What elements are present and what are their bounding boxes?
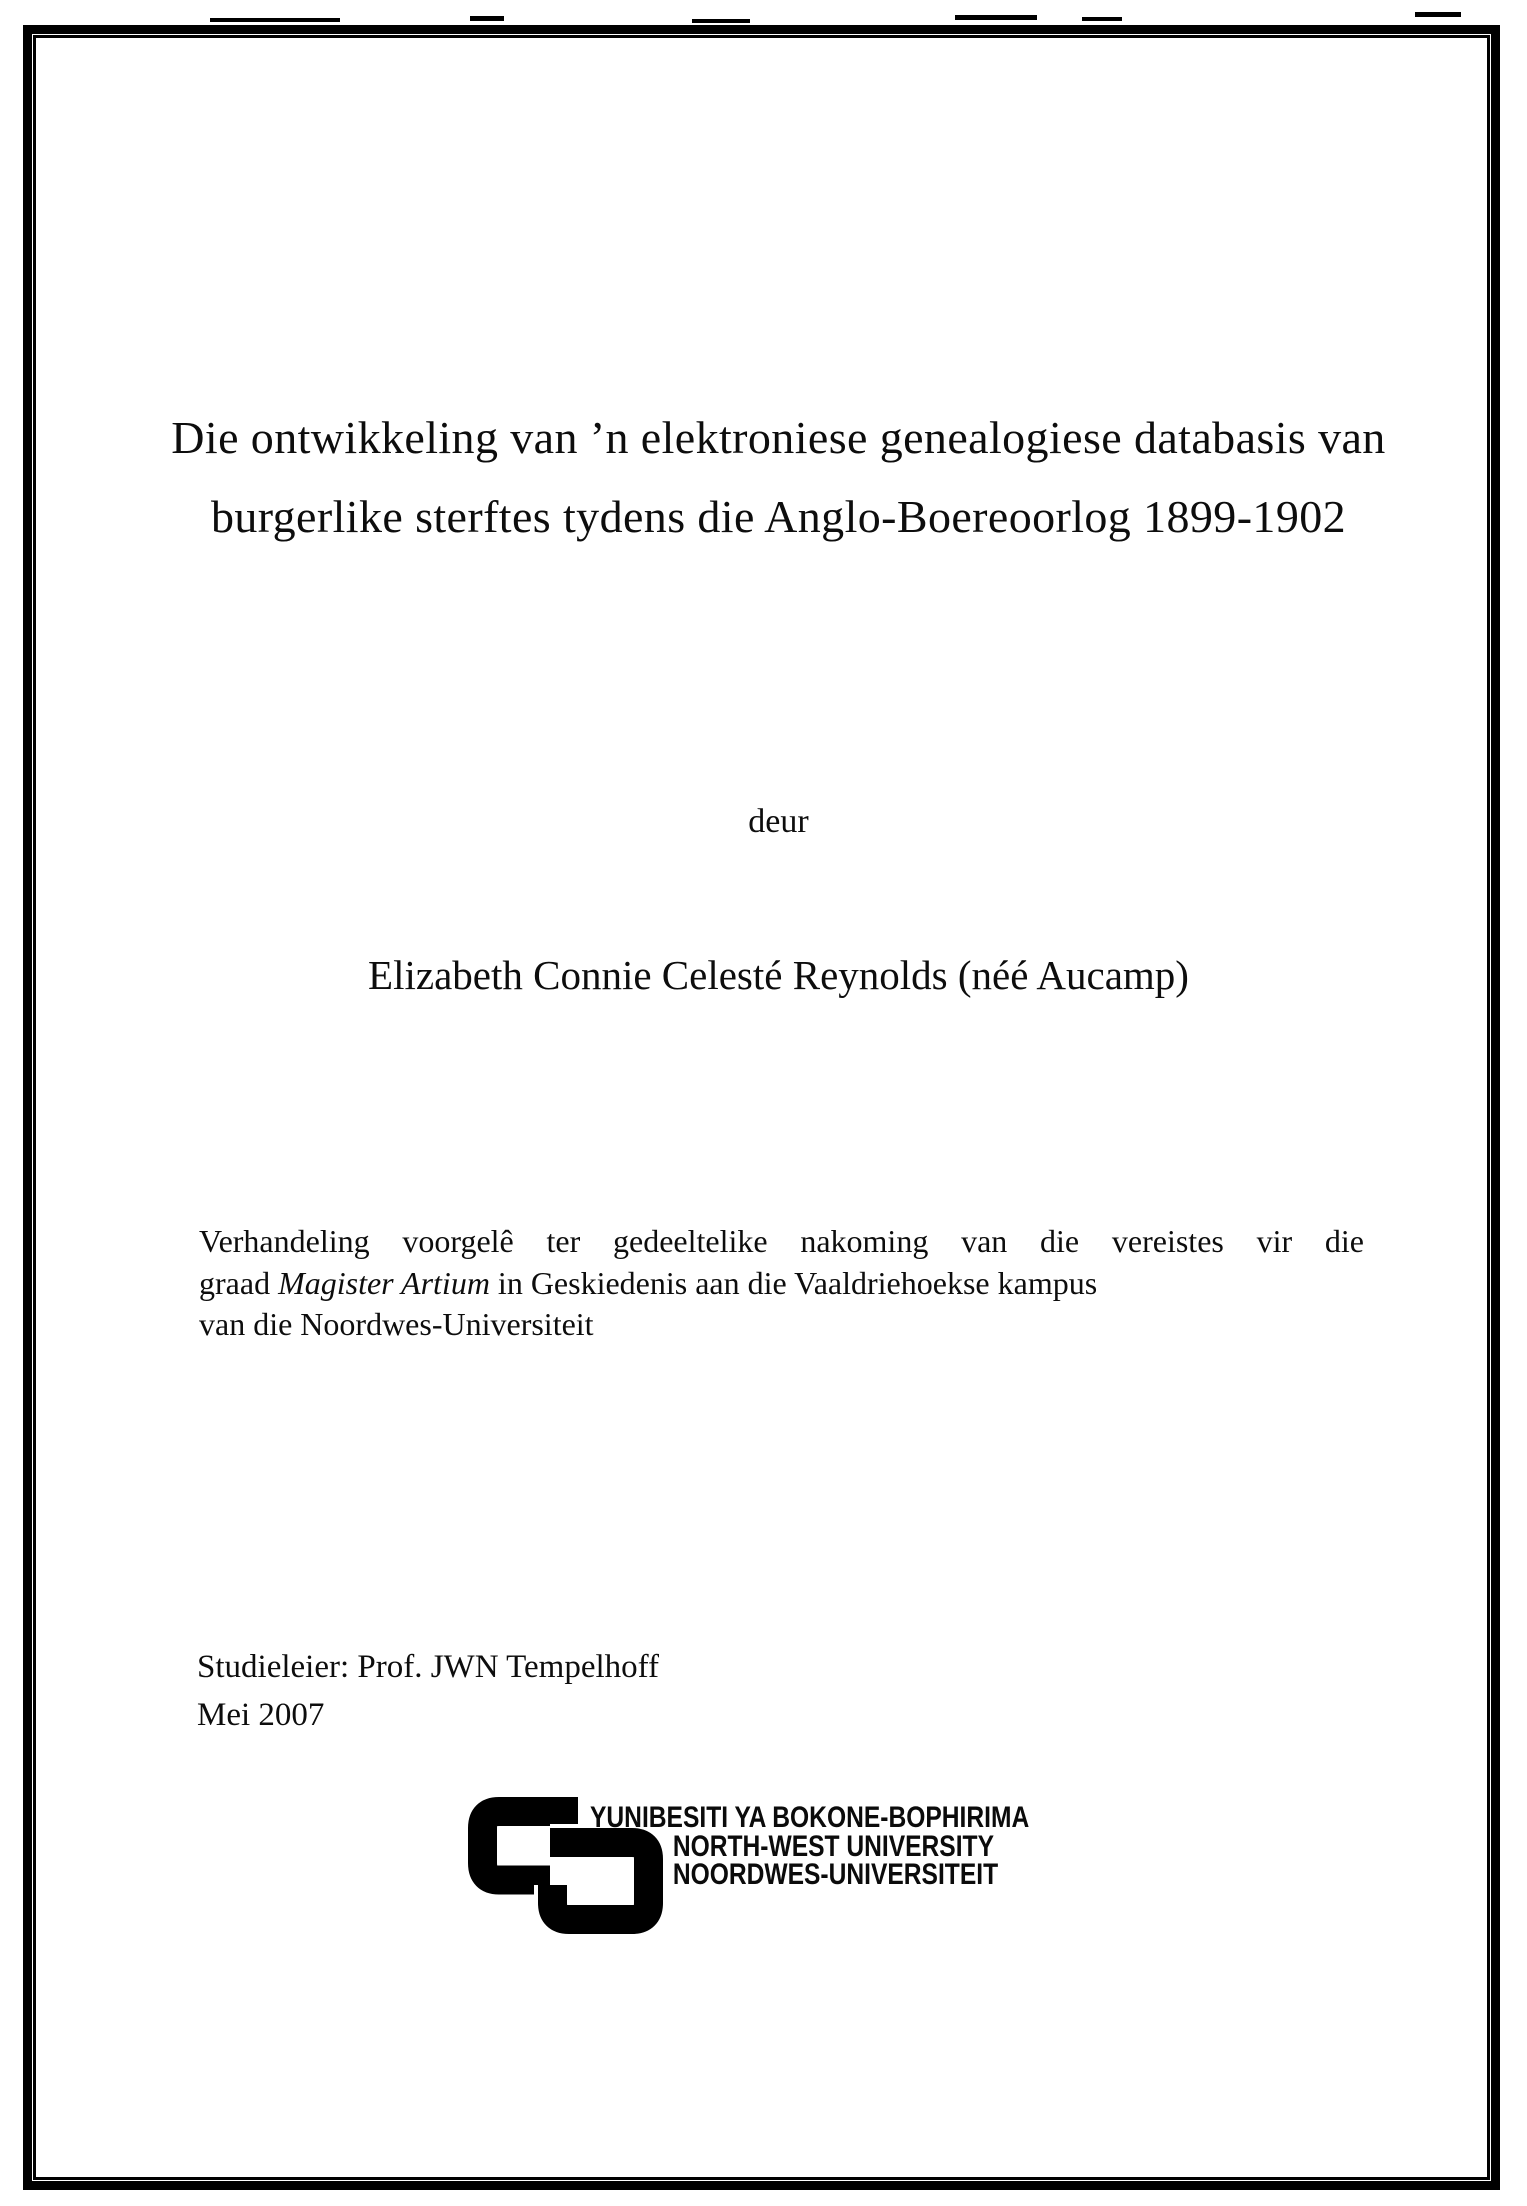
submission-statement <box>199 1221 1364 1346</box>
byline-label: deur <box>748 803 809 840</box>
scan-artifact <box>1415 12 1461 17</box>
logo-line-afrikaans: NOORDWES-UNIVERSITEIT <box>672 1858 999 1891</box>
logo-line-setswana: YUNIBESITI YA BOKONE-BOPHIRIMA <box>590 1801 1030 1834</box>
scan-artifact <box>210 18 340 22</box>
university-logo-text <box>590 1801 1030 1891</box>
submission-statement-line1: Verhandeling voorgelê ter gedeeltelike nakoming van die vereistes vir die <box>199 1223 1364 1259</box>
statement-line2-prefix: graad <box>199 1264 279 1301</box>
submission-statement-line2 <box>199 1263 1364 1305</box>
scan-artifact <box>470 16 504 21</box>
scan-artifact <box>1082 17 1122 21</box>
statement-line2-suffix: in Geskiedenis aan die Vaaldriehoekse kampus <box>489 1264 1098 1301</box>
scan-artifact <box>955 15 1037 20</box>
thesis-title-line1: Die ontwikkeling van ’n elektroniese genealogiese databasis van <box>171 412 1386 463</box>
date-line: Mei 2007 <box>197 1697 325 1733</box>
author-name: Elizabeth Connie Celesté Reynolds (néé Aucamp) <box>368 952 1189 998</box>
thesis-title-line2: burgerlike sterftes tydens die Anglo-Boereoorlog 1899-1902 <box>210 491 1347 542</box>
degree-name: Magister Artium <box>278 1264 490 1301</box>
scan-artifact <box>692 19 750 23</box>
logo-line-english: NORTH-WEST UNIVERSITY <box>672 1829 994 1863</box>
thesis-title <box>30 398 1527 556</box>
supervisor-block <box>197 1643 659 1739</box>
submission-statement-line3: van die Noordwes-Universiteit <box>199 1306 594 1342</box>
supervisor-line: Studieleier: Prof. JWN Tempelhoff <box>197 1649 660 1685</box>
university-logo <box>468 1797 1088 1957</box>
